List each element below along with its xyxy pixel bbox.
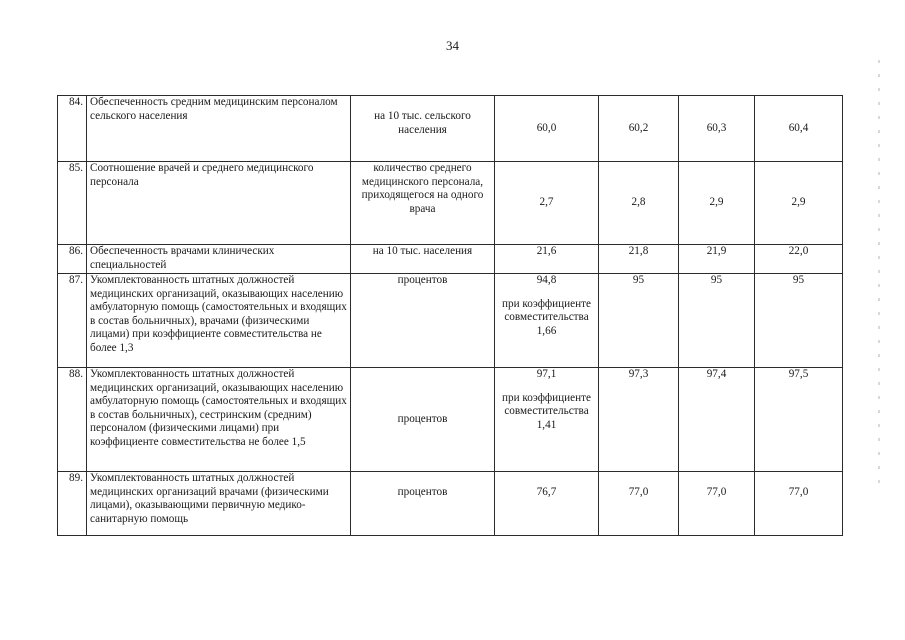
table-row-86 (58, 245, 843, 274)
value-col-3-cell (679, 472, 755, 536)
row-number: 84. (58, 96, 87, 162)
value-col-4: 77,0 (788, 486, 809, 498)
indicator-name: Обеспеченность врачами клинических специальностей (87, 245, 351, 274)
table-row-85 (58, 162, 843, 245)
value-col-4: 22,0 (755, 245, 843, 274)
value-col-1-cell (495, 368, 599, 472)
value-col-3: 21,9 (679, 245, 755, 274)
value-col-4: 95 (755, 274, 843, 368)
value-col-4: 97,5 (755, 368, 843, 472)
unit-text: на 10 тыс. населения (351, 245, 495, 274)
value-col-1: 2,7 (495, 162, 599, 245)
value-col-2: 60,2 (599, 96, 679, 162)
row-number: 88. (58, 368, 87, 472)
page-number: 34 (446, 38, 459, 53)
indicator-name: Укомплектованность штатных должностей медицинских организаций, оказывающих населению амбулаторную помощь (самостоятельных и входящих в состав больничных), врачами (физическими лицами) при коэффициенте совместительства не более 1,3 (87, 274, 351, 368)
value-col-1: 60,0 (495, 96, 599, 162)
value-col-1-cell (495, 472, 599, 536)
table-row-87 (58, 274, 843, 368)
value-col-1: 76,7 (536, 486, 557, 498)
value-col-2: 97,3 (599, 368, 679, 472)
scan-artifact (878, 60, 880, 490)
value-col-4-cell (755, 472, 843, 536)
value-note: при коэффициенте совместительства 1,66 (502, 297, 591, 337)
indicator-name: Укомплектованность штатных должностей медицинских организаций врачами (физическими лицами), оказывающими первичную медико-санитарную помощь (87, 472, 351, 536)
unit-text: на 10 тыс. сельского населения (374, 110, 471, 136)
value-col-3: 60,3 (679, 96, 755, 162)
value-col-3: 95 (679, 274, 755, 368)
value-col-1: 21,6 (495, 245, 599, 274)
indicator-name: Соотношение врачей и среднего медицинского персонала (87, 162, 351, 245)
value-col-1: 97,1 (536, 368, 557, 380)
value-col-4: 2,9 (755, 162, 843, 245)
indicators-table (57, 95, 843, 536)
value-col-2: 2,8 (599, 162, 679, 245)
unit-text: процентов (351, 274, 495, 368)
table-row-89 (58, 472, 843, 536)
unit-text: процентов (351, 368, 495, 472)
value-col-2: 95 (599, 274, 679, 368)
indicator-name: Укомплектованность штатных должностей медицинских организаций, оказывающих населению амбулаторную помощь (самостоятельных и входящих в состав больничных), сестринским (средним) персоналом (физическими лицами) при коэффициенте совместительства не более 1,5 (87, 368, 351, 472)
row-number: 89. (58, 472, 87, 536)
value-col-3: 77,0 (706, 486, 727, 498)
value-col-2-cell (599, 472, 679, 536)
value-col-2: 77,0 (628, 486, 649, 498)
value-col-1-cell (495, 274, 599, 368)
value-col-3: 97,4 (679, 368, 755, 472)
row-number: 87. (58, 274, 87, 368)
value-col-2: 21,8 (599, 245, 679, 274)
value-note: при коэффициенте совместительства 1,41 (502, 391, 591, 431)
unit-cell (351, 472, 495, 536)
table-row-84 (58, 96, 843, 162)
value-col-1: 94,8 (536, 274, 557, 286)
value-col-3: 2,9 (679, 162, 755, 245)
unit-text: процентов (397, 486, 448, 498)
row-number: 86. (58, 245, 87, 274)
table-row-88 (58, 368, 843, 472)
unit-cell (351, 96, 495, 162)
value-col-4: 60,4 (755, 96, 843, 162)
indicator-name: Обеспеченность средним медицинским персоналом сельского населения (87, 96, 351, 162)
row-number: 85. (58, 162, 87, 245)
unit-text: количество среднего медицинского персонала, приходящегося на одного врача (351, 162, 495, 245)
